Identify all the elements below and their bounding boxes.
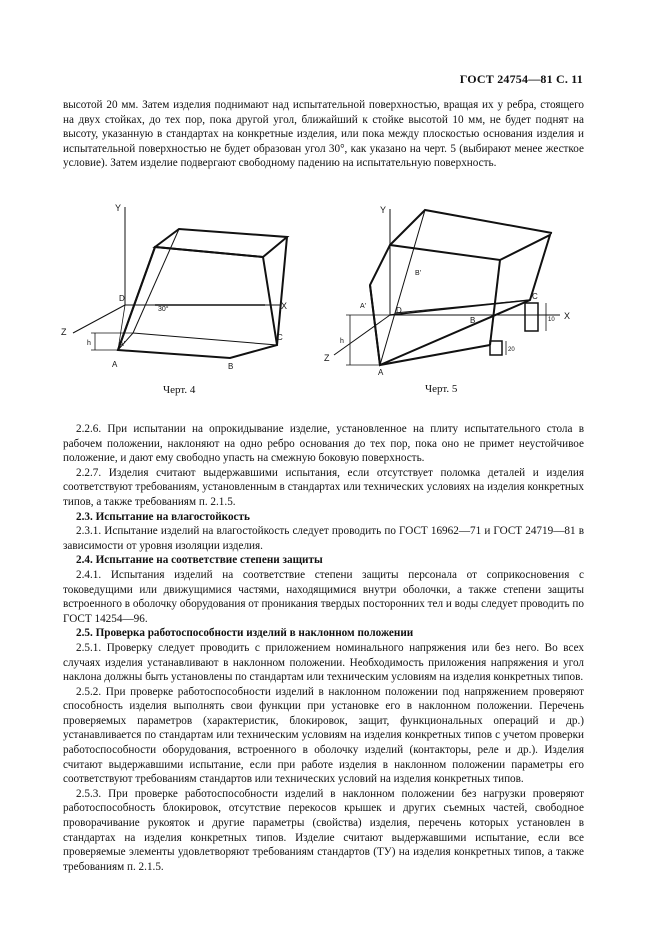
intro-paragraph — [63, 98, 584, 171]
fig4-label-h: h — [87, 340, 91, 347]
fig4-label-d: D — [119, 294, 125, 303]
figure-5-drawing — [320, 195, 590, 380]
fig5-label-h: h — [340, 338, 344, 345]
fig4-label-x: X — [281, 301, 288, 311]
page-header: ГОСТ 24754—81 С. 11 — [459, 72, 583, 86]
paragraph: 2.5.1. Проверку следует проводить с приложением номинального напряжения или без него. Во всех случаях изделия устанавливают в наклонном положении. Необходимость приложения напряжения и угол наклона должны быть установлены по стандартам или техническим условиям на изделия конкретных типов. — [63, 641, 584, 684]
fig5-label-x: X — [564, 311, 571, 321]
fig5-label-b: B — [470, 316, 476, 325]
intro-text: высотой 20 мм. Затем изделия поднимают над испытательной поверхностью, вращая их у ребра, стоящего на двух стойках, до тех пор, пока другой угол, ближайший к стойке высотой 10 мм, не будет поднят на высоту, указанную в стандартах на конкретные изделия, или пока между плоскостью основания изделия и испытательной поверхностью не будет образован угол 30°, как указано на черт. 5 (выбирают менее жесткое условие). Затем изделие подвергают свободному падению на испытательную поверхность. — [63, 99, 584, 170]
fig4-label-z: Z — [61, 327, 67, 337]
figure-4-caption: Черт. 4 — [163, 384, 196, 396]
paragraph: 2.4.1. Испытания изделий на соответствие степени защиты персонала от соприкосновения с токоведущими или движущимися частями, находящимися внутри оболочки, а также степени защиты встроенного в оболочку оборудования от проникания твердых посторонних тел и воды следует проводить по ГОСТ 14254—96. — [63, 568, 584, 625]
section-heading: 2.3. Испытание на влагостойкость — [76, 510, 250, 523]
fig4-label-angle: 30° — [158, 306, 169, 313]
fig5-label-y: Y — [380, 205, 387, 215]
fig4-label-a: A — [112, 360, 118, 369]
fig4-label-a1: A' — [119, 341, 126, 348]
figure-5-caption: Черт. 5 — [425, 383, 458, 395]
fig5-label-d: D — [396, 306, 402, 315]
fig5-label-m1: 10 — [548, 317, 555, 323]
paragraph: 2.5.2. При проверке работоспособности изделий в наклонном положении под напряжением проверяют способность изделия выполнять свои функции при установке его в наклонном положении. Перечень проверяемых параметров (характеристик, блокировок, защит, функциональных операций и др.) устанавливается по стандартам или техническим условиям на изделия конкретных типов с учетом проверки работоспособности оборудования, встроенного в оболочку изделий (контакторы, реле и др.). Изделия считают выдержавшими испытание, если при работе изделия в наклонном положении параметры его соответствуют требованиям стандартов или технических условий на изделия конкретных типов. — [63, 685, 584, 786]
fig5-label-a: A — [378, 368, 384, 377]
figures-area — [55, 195, 595, 410]
body-text — [63, 422, 584, 874]
fig4-label-b: B — [228, 362, 234, 371]
section-heading: 2.5. Проверка работоспособности изделий в наклонном положении — [76, 627, 414, 640]
paragraph: 2.2.6. При испытании на опрокидывание изделие, установленное на плиту испытательного стола в рабочем положении, наклоняют на одно ребро основания до тех пор, пока оно не примет неустойчивое положение, и дают ему свободно упасть на смежную боковую поверхность. — [63, 423, 584, 465]
fig5-label-a1: A' — [360, 303, 367, 310]
paragraph: 2.3.1. Испытание изделий на влагостойкость следует проводить по ГОСТ 16962—71 и ГОСТ 24719—81 в зависимости от уровня изоляции изделия. — [63, 525, 584, 552]
fig5-label-b1: B' — [415, 270, 422, 277]
paragraph: 2.5.3. При проверке работоспособности изделий в наклонном положении без нагрузки проверяют работоспособность блокировок, отсутствие перекосов крышек и других съемных частей, свободное проворачивание рукояток и другие параметры (свойства) изделия, перечень которых установлен в стандартах на изделия конкретных типов. Изделие считают выдержавшими испытание, если все проверяемые элементы удовлетворяют требованиям стандартов (ТУ) на изделия конкретных типов, а также требованиям п. 2.1.5. — [63, 787, 584, 873]
section-heading: 2.4. Испытание на соответствие степени защиты — [76, 554, 323, 567]
figure-4-drawing — [55, 195, 305, 380]
fig4-label-c: C — [277, 333, 283, 342]
fig5-label-z: Z — [324, 353, 330, 363]
fig5-label-c: C — [532, 292, 538, 301]
fig5-label-m2: 20 — [508, 347, 515, 353]
fig4-label-y: Y — [115, 203, 122, 213]
paragraph: 2.2.7. Изделия считают выдержавшими испытания, если отсутствует поломка деталей и изделия соответствуют требованиям, установленным в стандартах или технических условиях на изделия конкретных типов, а также требованиям п. 2.1.5. — [63, 466, 584, 508]
